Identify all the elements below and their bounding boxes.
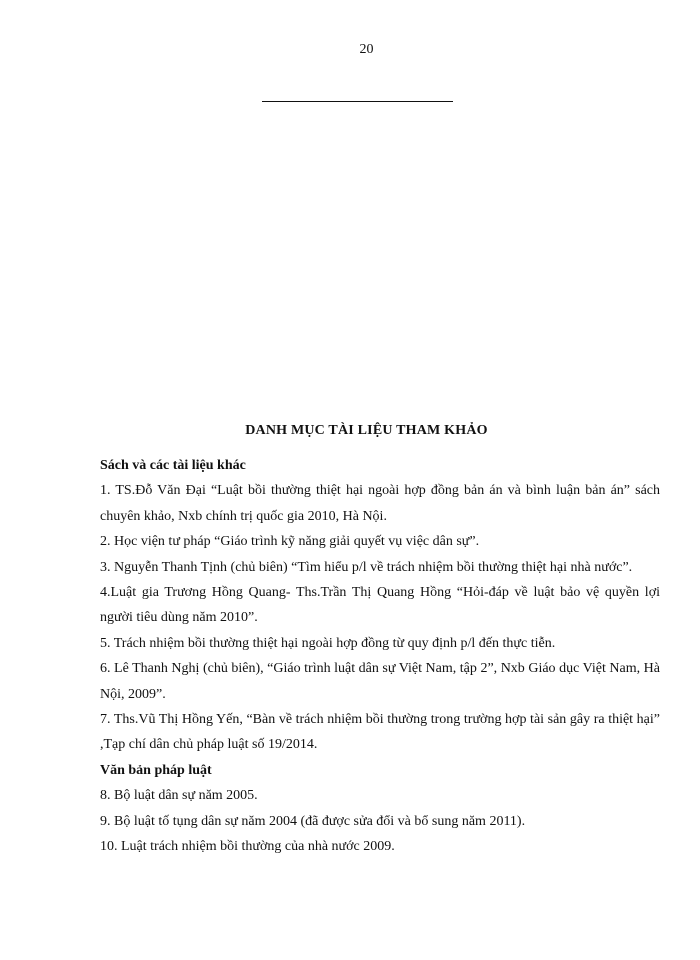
reference-entry-1: 1. TS.Đỗ Văn Đại “Luật bồi thường thiệt hại ngoài hợp đồng bản án và bình luận bản án” sách chuyên khảo, Nxb chính trị quốc gia 2010, Hà Nội. (100, 483, 660, 524)
reference-entry-7: 7. Ths.Vũ Thị Hồng Yến, “Bàn về trách nhiệm bồi thường trong trường hợp tài sản gây ra thiệt hại” ,Tạp chí dân chủ pháp luật số 19/2014. (100, 712, 660, 753)
reference-entry-8: 8. Bộ luật dân sự năm 2005. (100, 788, 258, 804)
section-heading-books: Sách và các tài liệu khác (100, 458, 246, 473)
section-heading-legal-documents: Văn bản pháp luật (100, 762, 212, 778)
reference-entry-9: 9. Bộ luật tố tụng dân sự năm 2004 (đã được sửa đổi và bổ sung năm 2011). (100, 813, 526, 829)
reference-entry-6: 6. Lê Thanh Nghị (chủ biên), “Giáo trình luật dân sự Việt Nam, tập 2”, Nxb Giáo dục Việt Nam, Hà Nội, 2009”. (100, 661, 660, 702)
reference-list (100, 453, 660, 860)
header-separator-line (262, 101, 453, 102)
reference-entry-10: 10. Luật trách nhiệm bồi thường của nhà nước 2009. (100, 839, 395, 855)
page-title: DANH MỤC TÀI LIỆU THAM KHẢO (245, 423, 488, 438)
reference-entry-4: 4.Luật gia Trương Hồng Quang- Ths.Trần Thị Quang Hồng “Hỏi-đáp về luật bảo vệ quyền lợi người tiêu dùng năm 2010”. (100, 585, 660, 626)
reference-entry-2: 2. Học viện tư pháp “Giáo trình kỹ năng giải quyết vụ việc dân sự”. (100, 534, 480, 550)
page-number: 20 (359, 42, 374, 57)
reference-entry-3: 3. Nguyễn Thanh Tịnh (chủ biên) “Tìm hiểu p/l về trách nhiệm bồi thường thiệt hại nhà nước”. (100, 559, 633, 575)
reference-entry-5: 5. Trách nhiệm bồi thường thiệt hại ngoài hợp đồng từ quy định p/l đến thực tiễn. (100, 635, 556, 651)
